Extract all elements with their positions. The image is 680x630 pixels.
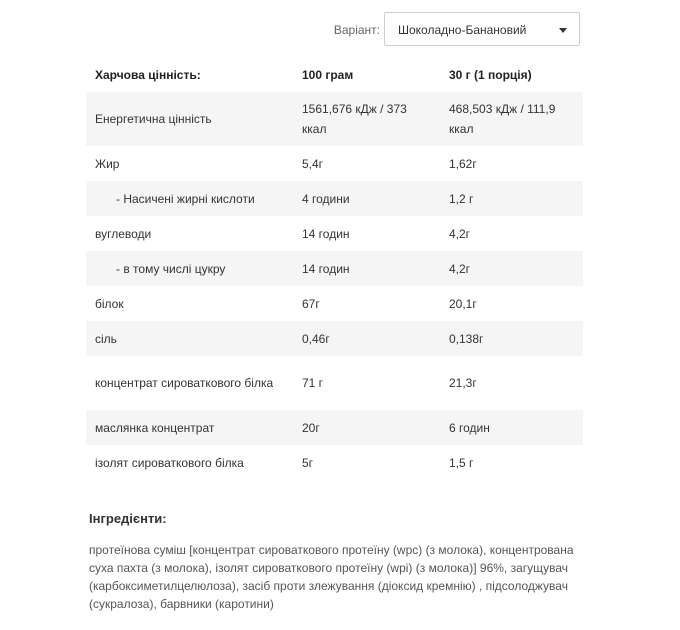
nutrient-name: - Насичені жирні кислоти: [116, 191, 255, 206]
variant-selected-value: Шоколадно-Банановий: [398, 23, 527, 37]
value-per-serving: 1,62г: [449, 156, 477, 171]
value-per-100g: 14 годин: [302, 261, 350, 276]
value-per-serving: 20,1г: [449, 296, 477, 311]
ingredients-title: Інгредієнти:: [89, 511, 167, 526]
value-per-serving: 1,2 г: [449, 191, 474, 206]
nutrient-name: маслянка концентрат: [95, 420, 215, 435]
value-per-100g: 20г: [302, 420, 320, 435]
header-nutrient: Харчова цінність:: [95, 68, 201, 82]
value-per-serving: 0,138г: [449, 331, 484, 346]
value-per-serving: 6 годин: [449, 420, 490, 435]
table-row: [86, 445, 583, 480]
table-row: [86, 321, 583, 356]
table-row: [86, 216, 583, 251]
ingredients-text: протеїнова суміш [концентрат сироваткового протеїну (wpc) (з молока), концентрована суха пахта (з молока), ізолят сироваткового протеїну (wpi) (з молока)] 96%, загущувач (карбоксиметилцелюлоза), засіб проти злежування (діоксид кремнію) , підсолоджувач (сукралоза), барвники (каротини): [89, 543, 574, 611]
nutrient-name: білок: [95, 296, 124, 311]
value-per-100g: 5г: [302, 455, 314, 470]
table-row: [86, 251, 583, 286]
nutrition-header-row: [86, 58, 583, 92]
variant-selector: [0, 12, 680, 48]
value-per-100g: 5,4г: [302, 156, 324, 171]
nutrient-name: сіль: [95, 331, 117, 346]
value-per-100g: 67г: [302, 296, 320, 311]
table-row: [86, 356, 583, 410]
value-per-serving: 21,3г: [449, 376, 477, 390]
table-row: [86, 286, 583, 321]
nutrient-name: концентрат сироваткового білка: [95, 376, 274, 390]
value-per-100g: 0,46г: [302, 331, 330, 346]
table-row: [86, 146, 583, 181]
header-per-serving: 30 г (1 порція): [449, 68, 532, 82]
table-row: [86, 92, 583, 146]
table-row: [86, 410, 583, 445]
value-per-100g: 4 години: [302, 191, 350, 206]
chevron-down-icon: [559, 28, 567, 33]
value-per-100g: 71 г: [302, 376, 324, 390]
value-per-serving: 468,503 кДж / 111,9 ккал: [449, 102, 556, 136]
nutrition-table: [86, 58, 583, 480]
value-per-serving: 4,2г: [449, 226, 471, 241]
value-per-100g: 1561,676 кДж / 373 ккал: [302, 102, 407, 136]
table-row: [86, 181, 583, 216]
nutrient-name: - в тому числі цукру: [116, 261, 226, 276]
nutrient-name: Енергетична цінність: [95, 112, 212, 126]
variant-dropdown[interactable]: [384, 12, 580, 46]
variant-label: Варіант:: [333, 23, 380, 37]
value-per-serving: 1,5 г: [449, 455, 474, 470]
value-per-100g: 14 годин: [302, 226, 350, 241]
nutrient-name: ізолят сироваткового білка: [95, 455, 244, 470]
header-per-100g: 100 грам: [302, 68, 354, 82]
value-per-serving: 4,2г: [449, 261, 471, 276]
nutrient-name: Жир: [95, 156, 120, 171]
nutrient-name: вуглеводи: [95, 226, 152, 241]
